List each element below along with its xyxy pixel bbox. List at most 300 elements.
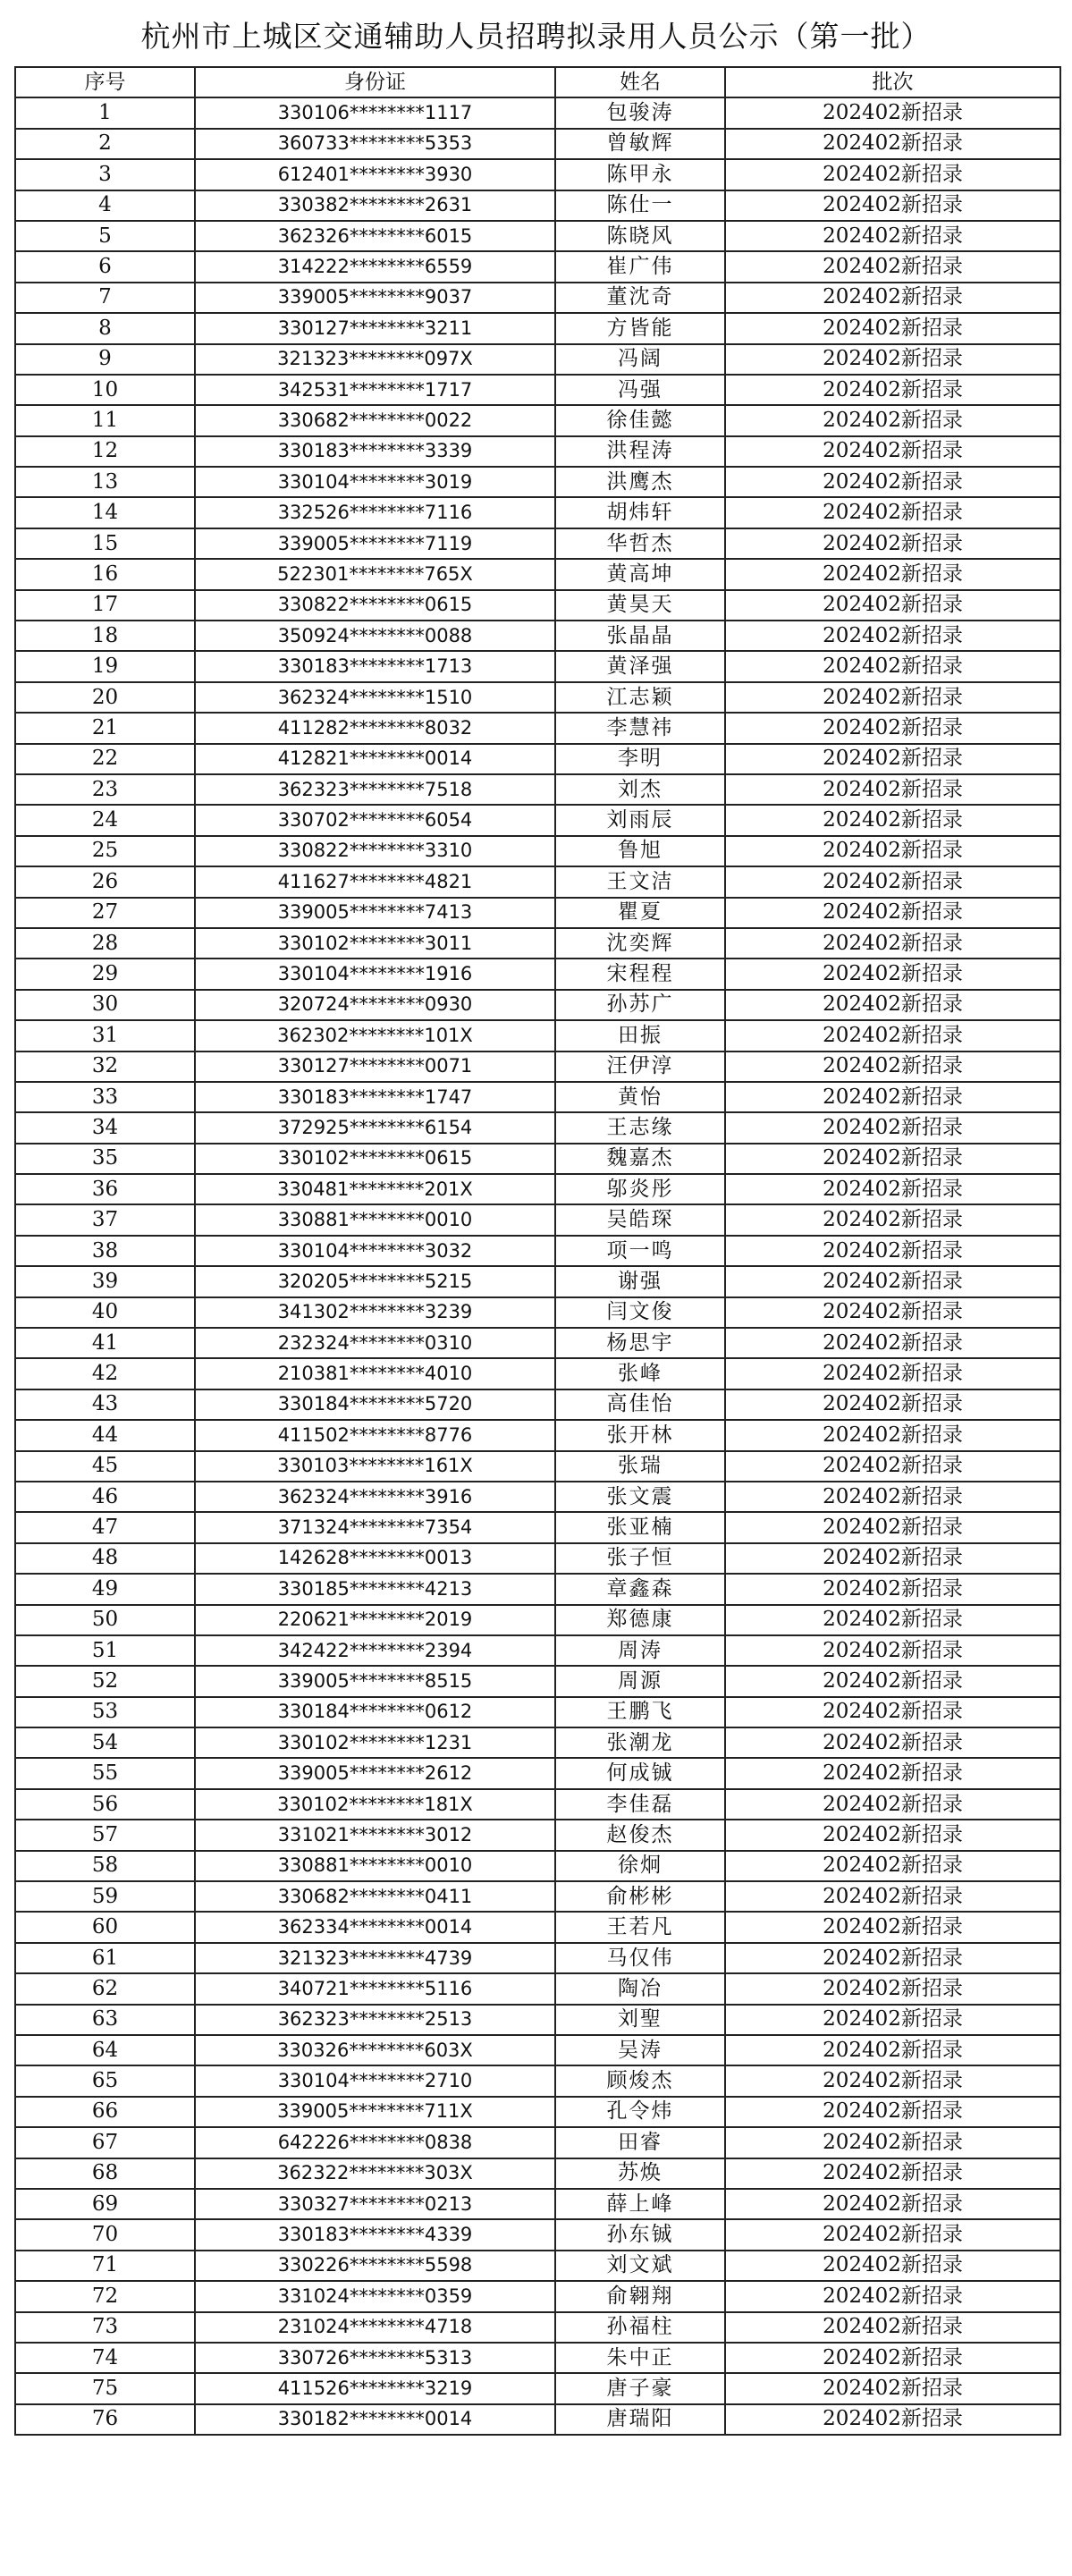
cell-index: 49 xyxy=(15,1574,195,1604)
cell-batch: 202402新招录 xyxy=(725,1144,1060,1174)
cell-name: 闫文俊 xyxy=(555,1297,725,1328)
cell-index: 16 xyxy=(15,559,195,589)
cell-batch: 202402新招录 xyxy=(725,129,1060,159)
cell-id-number: 330127********0071 xyxy=(195,1052,555,1082)
cell-name: 王文洁 xyxy=(555,866,725,897)
table-body xyxy=(15,97,1060,2435)
cell-id-number: 360733********5353 xyxy=(195,129,555,159)
cell-name: 杨思宇 xyxy=(555,1328,725,1358)
cell-name: 冯强 xyxy=(555,375,725,405)
table-row xyxy=(15,528,1060,559)
cell-id-number: 371324********7354 xyxy=(195,1512,555,1542)
cell-index: 7 xyxy=(15,283,195,313)
cell-id-number: 320724********0930 xyxy=(195,990,555,1020)
cell-name: 方皆能 xyxy=(555,313,725,343)
cell-index: 46 xyxy=(15,1482,195,1512)
table-row xyxy=(15,159,1060,190)
table-row xyxy=(15,1112,1060,1143)
cell-batch: 202402新招录 xyxy=(725,2189,1060,2219)
cell-name: 何成铖 xyxy=(555,1758,725,1788)
cell-index: 19 xyxy=(15,651,195,681)
cell-id-number: 362322********303X xyxy=(195,2158,555,2189)
table-row xyxy=(15,2281,1060,2311)
cell-batch: 202402新招录 xyxy=(725,1020,1060,1051)
cell-batch: 202402新招录 xyxy=(725,744,1060,774)
cell-index: 47 xyxy=(15,1512,195,1542)
cell-name: 田振 xyxy=(555,1020,725,1051)
table-row xyxy=(15,1789,1060,1820)
table-row xyxy=(15,1236,1060,1266)
cell-batch: 202402新招录 xyxy=(725,2219,1060,2250)
cell-name: 张文震 xyxy=(555,1482,725,1512)
cell-name: 孔令炜 xyxy=(555,2097,725,2127)
cell-name: 田睿 xyxy=(555,2127,725,2158)
cell-id-number: 330327********0213 xyxy=(195,2189,555,2219)
cell-name: 俞翱翔 xyxy=(555,2281,725,2311)
table-row xyxy=(15,590,1060,621)
cell-batch: 202402新招录 xyxy=(725,959,1060,989)
cell-id-number: 330822********0615 xyxy=(195,590,555,621)
cell-name: 黄泽强 xyxy=(555,651,725,681)
cell-index: 52 xyxy=(15,1666,195,1696)
cell-batch: 202402新招录 xyxy=(725,1082,1060,1112)
cell-id-number: 330182********0014 xyxy=(195,2404,555,2435)
cell-index: 72 xyxy=(15,2281,195,2311)
cell-id-number: 220621********2019 xyxy=(195,1605,555,1635)
cell-id-number: 362324********3916 xyxy=(195,1482,555,1512)
cell-batch: 202402新招录 xyxy=(725,682,1060,713)
cell-index: 51 xyxy=(15,1635,195,1666)
cell-batch: 202402新招录 xyxy=(725,2251,1060,2281)
cell-index: 64 xyxy=(15,2035,195,2065)
cell-name: 黄怡 xyxy=(555,1082,725,1112)
cell-batch: 202402新招录 xyxy=(725,1666,1060,1696)
cell-id-number: 330104********3032 xyxy=(195,1236,555,1266)
table-row xyxy=(15,2343,1060,2373)
cell-name: 黄高坤 xyxy=(555,559,725,589)
table-row xyxy=(15,1052,1060,1082)
cell-batch: 202402新招录 xyxy=(725,2127,1060,2158)
cell-name: 周涛 xyxy=(555,1635,725,1666)
table-row xyxy=(15,405,1060,435)
cell-id-number: 330102********181X xyxy=(195,1789,555,1820)
cell-batch: 202402新招录 xyxy=(725,1574,1060,1604)
cell-index: 21 xyxy=(15,713,195,743)
cell-name: 瞿夏 xyxy=(555,898,725,928)
cell-batch: 202402新招录 xyxy=(725,159,1060,190)
cell-batch: 202402新招录 xyxy=(725,1881,1060,1912)
cell-index: 45 xyxy=(15,1451,195,1482)
table-row xyxy=(15,1451,1060,1482)
table-row xyxy=(15,805,1060,835)
table-row xyxy=(15,713,1060,743)
table-row xyxy=(15,1943,1060,1973)
table-row xyxy=(15,682,1060,713)
cell-index: 60 xyxy=(15,1912,195,1942)
cell-batch: 202402新招录 xyxy=(725,1358,1060,1389)
table-row xyxy=(15,2158,1060,2189)
table-row xyxy=(15,1266,1060,1296)
cell-id-number: 362302********101X xyxy=(195,1020,555,1051)
table-row xyxy=(15,1820,1060,1850)
cell-batch: 202402新招录 xyxy=(725,1236,1060,1266)
cell-id-number: 330183********1747 xyxy=(195,1082,555,1112)
cell-id-number: 330103********161X xyxy=(195,1451,555,1482)
cell-id-number: 330822********3310 xyxy=(195,836,555,866)
header-index: 序号 xyxy=(15,67,195,97)
cell-name: 俞彬彬 xyxy=(555,1881,725,1912)
cell-index: 69 xyxy=(15,2189,195,2219)
cell-name: 宋程程 xyxy=(555,959,725,989)
cell-index: 58 xyxy=(15,1851,195,1881)
cell-index: 14 xyxy=(15,497,195,528)
cell-name: 陶冶 xyxy=(555,1973,725,2004)
cell-index: 27 xyxy=(15,898,195,928)
table-row xyxy=(15,1358,1060,1389)
cell-id-number: 314222********6559 xyxy=(195,251,555,282)
cell-index: 48 xyxy=(15,1543,195,1574)
cell-index: 40 xyxy=(15,1297,195,1328)
cell-name: 黄昊天 xyxy=(555,590,725,621)
table-row xyxy=(15,928,1060,959)
cell-id-number: 372925********6154 xyxy=(195,1112,555,1143)
cell-id-number: 320205********5215 xyxy=(195,1266,555,1296)
cell-name: 赵俊杰 xyxy=(555,1820,725,1850)
cell-name: 王鹏飞 xyxy=(555,1697,725,1727)
cell-batch: 202402新招录 xyxy=(725,1482,1060,1512)
table-row xyxy=(15,190,1060,221)
cell-batch: 202402新招录 xyxy=(725,1389,1060,1420)
cell-batch: 202402新招录 xyxy=(725,2373,1060,2403)
cell-batch: 202402新招录 xyxy=(725,251,1060,282)
table-row xyxy=(15,1204,1060,1235)
cell-batch: 202402新招录 xyxy=(725,1512,1060,1542)
cell-id-number: 412821********0014 xyxy=(195,744,555,774)
cell-name: 华哲杰 xyxy=(555,528,725,559)
table-row xyxy=(15,1851,1060,1881)
table-row xyxy=(15,129,1060,159)
cell-id-number: 330102********3011 xyxy=(195,928,555,959)
cell-id-number: 330127********3211 xyxy=(195,313,555,343)
cell-name: 苏焕 xyxy=(555,2158,725,2189)
cell-id-number: 330226********5598 xyxy=(195,2251,555,2281)
cell-index: 25 xyxy=(15,836,195,866)
cell-index: 44 xyxy=(15,1420,195,1450)
cell-index: 57 xyxy=(15,1820,195,1850)
cell-index: 35 xyxy=(15,1144,195,1174)
cell-id-number: 330726********5313 xyxy=(195,2343,555,2373)
cell-index: 11 xyxy=(15,405,195,435)
table-row xyxy=(15,1605,1060,1635)
cell-batch: 202402新招录 xyxy=(725,621,1060,651)
cell-id-number: 522301********765X xyxy=(195,559,555,589)
table-row xyxy=(15,1512,1060,1542)
table-row xyxy=(15,2219,1060,2250)
cell-batch: 202402新招录 xyxy=(725,2281,1060,2311)
cell-index: 63 xyxy=(15,2005,195,2035)
cell-name: 张开林 xyxy=(555,1420,725,1450)
table-row xyxy=(15,621,1060,651)
cell-name: 胡炜轩 xyxy=(555,497,725,528)
cell-index: 39 xyxy=(15,1266,195,1296)
cell-index: 20 xyxy=(15,682,195,713)
cell-batch: 202402新招录 xyxy=(725,2065,1060,2096)
cell-name: 汪伊淳 xyxy=(555,1052,725,1082)
cell-index: 59 xyxy=(15,1881,195,1912)
cell-batch: 202402新招录 xyxy=(725,221,1060,251)
cell-index: 1 xyxy=(15,97,195,128)
cell-name: 张子恒 xyxy=(555,1543,725,1574)
cell-index: 9 xyxy=(15,344,195,375)
cell-batch: 202402新招录 xyxy=(725,774,1060,805)
cell-batch: 202402新招录 xyxy=(725,1204,1060,1235)
cell-batch: 202402新招录 xyxy=(725,1697,1060,1727)
table-row xyxy=(15,1635,1060,1666)
cell-batch: 202402新招录 xyxy=(725,836,1060,866)
table-row xyxy=(15,651,1060,681)
cell-batch: 202402新招录 xyxy=(725,1820,1060,1850)
cell-index: 18 xyxy=(15,621,195,651)
cell-index: 73 xyxy=(15,2312,195,2343)
cell-name: 陈甲永 xyxy=(555,159,725,190)
cell-id-number: 362324********1510 xyxy=(195,682,555,713)
table-row xyxy=(15,1697,1060,1727)
cell-index: 65 xyxy=(15,2065,195,2096)
table-row xyxy=(15,2127,1060,2158)
cell-id-number: 330104********1916 xyxy=(195,959,555,989)
header-name: 姓名 xyxy=(555,67,725,97)
cell-index: 15 xyxy=(15,528,195,559)
table-row xyxy=(15,436,1060,467)
cell-index: 62 xyxy=(15,1973,195,2004)
cell-batch: 202402新招录 xyxy=(725,1174,1060,1204)
cell-name: 刘杰 xyxy=(555,774,725,805)
cell-id-number: 332526********7116 xyxy=(195,497,555,528)
cell-index: 37 xyxy=(15,1204,195,1235)
cell-name: 高佳怡 xyxy=(555,1389,725,1420)
cell-index: 68 xyxy=(15,2158,195,2189)
cell-index: 17 xyxy=(15,590,195,621)
table-row xyxy=(15,1543,1060,1574)
cell-batch: 202402新招录 xyxy=(725,313,1060,343)
cell-index: 10 xyxy=(15,375,195,405)
cell-id-number: 321323********4739 xyxy=(195,1943,555,1973)
cell-name: 陈仕一 xyxy=(555,190,725,221)
cell-id-number: 331024********0359 xyxy=(195,2281,555,2311)
cell-id-number: 330184********0612 xyxy=(195,1697,555,1727)
cell-name: 刘聖 xyxy=(555,2005,725,2035)
cell-id-number: 411282********8032 xyxy=(195,713,555,743)
table-row xyxy=(15,1973,1060,2004)
table-row xyxy=(15,1912,1060,1942)
cell-index: 2 xyxy=(15,129,195,159)
cell-name: 项一鸣 xyxy=(555,1236,725,1266)
cell-name: 吴涛 xyxy=(555,2035,725,2065)
table-row xyxy=(15,2097,1060,2127)
cell-id-number: 339005********7119 xyxy=(195,528,555,559)
cell-id-number: 339005********8515 xyxy=(195,1666,555,1696)
cell-id-number: 330702********6054 xyxy=(195,805,555,835)
cell-batch: 202402新招录 xyxy=(725,1758,1060,1788)
table-row xyxy=(15,1666,1060,1696)
table-row xyxy=(15,1082,1060,1112)
cell-id-number: 339005********7413 xyxy=(195,898,555,928)
cell-name: 陈晓风 xyxy=(555,221,725,251)
cell-name: 薛上峰 xyxy=(555,2189,725,2219)
table-row xyxy=(15,1144,1060,1174)
cell-name: 魏嘉杰 xyxy=(555,1144,725,1174)
table-row xyxy=(15,959,1060,989)
cell-batch: 202402新招录 xyxy=(725,405,1060,435)
cell-batch: 202402新招录 xyxy=(725,1789,1060,1820)
table-row xyxy=(15,2035,1060,2065)
cell-id-number: 330183********4339 xyxy=(195,2219,555,2250)
cell-batch: 202402新招录 xyxy=(725,1543,1060,1574)
table-row xyxy=(15,283,1060,313)
cell-name: 鲁旭 xyxy=(555,836,725,866)
cell-id-number: 362334********0014 xyxy=(195,1912,555,1942)
table-row xyxy=(15,2065,1060,2096)
table-row xyxy=(15,1389,1060,1420)
cell-index: 26 xyxy=(15,866,195,897)
cell-batch: 202402新招录 xyxy=(725,866,1060,897)
cell-index: 23 xyxy=(15,774,195,805)
cell-index: 70 xyxy=(15,2219,195,2250)
table-row xyxy=(15,990,1060,1020)
cell-name: 朱中正 xyxy=(555,2343,725,2373)
cell-name: 江志颖 xyxy=(555,682,725,713)
cell-id-number: 142628********0013 xyxy=(195,1543,555,1574)
cell-name: 董沈奇 xyxy=(555,283,725,313)
cell-index: 50 xyxy=(15,1605,195,1635)
cell-index: 33 xyxy=(15,1082,195,1112)
cell-batch: 202402新招录 xyxy=(725,1328,1060,1358)
cell-index: 76 xyxy=(15,2404,195,2435)
cell-name: 冯阔 xyxy=(555,344,725,375)
table-row xyxy=(15,2312,1060,2343)
cell-batch: 202402新招录 xyxy=(725,190,1060,221)
cell-batch: 202402新招录 xyxy=(725,1297,1060,1328)
cell-id-number: 411502********8776 xyxy=(195,1420,555,1450)
cell-batch: 202402新招录 xyxy=(725,2343,1060,2373)
table-row xyxy=(15,1881,1060,1912)
table-row xyxy=(15,744,1060,774)
cell-id-number: 411526********3219 xyxy=(195,2373,555,2403)
cell-batch: 202402新招录 xyxy=(725,2035,1060,2065)
table-row xyxy=(15,2404,1060,2435)
cell-id-number: 341302********3239 xyxy=(195,1297,555,1328)
cell-batch: 202402新招录 xyxy=(725,497,1060,528)
cell-name: 刘雨辰 xyxy=(555,805,725,835)
cell-index: 31 xyxy=(15,1020,195,1051)
cell-index: 22 xyxy=(15,744,195,774)
cell-id-number: 339005********9037 xyxy=(195,283,555,313)
cell-batch: 202402新招录 xyxy=(725,375,1060,405)
cell-name: 张瑞 xyxy=(555,1451,725,1482)
cell-name: 洪程涛 xyxy=(555,436,725,467)
cell-index: 74 xyxy=(15,2343,195,2373)
cell-index: 71 xyxy=(15,2251,195,2281)
cell-batch: 202402新招录 xyxy=(725,436,1060,467)
cell-index: 42 xyxy=(15,1358,195,1389)
cell-id-number: 330881********0010 xyxy=(195,1851,555,1881)
cell-index: 29 xyxy=(15,959,195,989)
cell-index: 32 xyxy=(15,1052,195,1082)
cell-batch: 202402新招录 xyxy=(725,2158,1060,2189)
cell-batch: 202402新招录 xyxy=(725,928,1060,959)
roster-table xyxy=(14,66,1061,2436)
cell-index: 61 xyxy=(15,1943,195,1973)
table-row xyxy=(15,774,1060,805)
cell-index: 75 xyxy=(15,2373,195,2403)
cell-id-number: 330183********3339 xyxy=(195,436,555,467)
cell-id-number: 339005********711X xyxy=(195,2097,555,2127)
cell-batch: 202402新招录 xyxy=(725,1912,1060,1942)
cell-id-number: 411627********4821 xyxy=(195,866,555,897)
cell-id-number: 339005********2612 xyxy=(195,1758,555,1788)
table-row xyxy=(15,251,1060,282)
cell-batch: 202402新招录 xyxy=(725,559,1060,589)
cell-id-number: 330326********603X xyxy=(195,2035,555,2065)
cell-id-number: 330682********0022 xyxy=(195,405,555,435)
table-row xyxy=(15,1482,1060,1512)
header-row xyxy=(15,67,1060,97)
cell-batch: 202402新招录 xyxy=(725,1605,1060,1635)
cell-name: 徐佳懿 xyxy=(555,405,725,435)
cell-batch: 202402新招录 xyxy=(725,97,1060,128)
cell-id-number: 321323********097X xyxy=(195,344,555,375)
cell-name: 刘文斌 xyxy=(555,2251,725,2281)
table-header xyxy=(15,67,1060,97)
cell-batch: 202402新招录 xyxy=(725,1451,1060,1482)
cell-name: 曾敏辉 xyxy=(555,129,725,159)
cell-index: 56 xyxy=(15,1789,195,1820)
table-row xyxy=(15,836,1060,866)
cell-index: 30 xyxy=(15,990,195,1020)
cell-index: 67 xyxy=(15,2127,195,2158)
cell-name: 顾焌杰 xyxy=(555,2065,725,2096)
cell-id-number: 330104********2710 xyxy=(195,2065,555,2096)
cell-name: 郑德康 xyxy=(555,1605,725,1635)
table-row xyxy=(15,2251,1060,2281)
cell-index: 28 xyxy=(15,928,195,959)
cell-name: 孙东铖 xyxy=(555,2219,725,2250)
cell-batch: 202402新招录 xyxy=(725,713,1060,743)
cell-name: 李佳磊 xyxy=(555,1789,725,1820)
cell-index: 36 xyxy=(15,1174,195,1204)
table-row xyxy=(15,1758,1060,1788)
cell-batch: 202402新招录 xyxy=(725,1635,1060,1666)
cell-id-number: 330185********4213 xyxy=(195,1574,555,1604)
cell-id-number: 330184********5720 xyxy=(195,1389,555,1420)
cell-id-number: 330682********0411 xyxy=(195,1881,555,1912)
cell-id-number: 210381********4010 xyxy=(195,1358,555,1389)
cell-index: 3 xyxy=(15,159,195,190)
cell-id-number: 362323********2513 xyxy=(195,2005,555,2035)
table-row xyxy=(15,1297,1060,1328)
cell-id-number: 330106********1117 xyxy=(195,97,555,128)
table-row xyxy=(15,497,1060,528)
cell-name: 李明 xyxy=(555,744,725,774)
cell-index: 5 xyxy=(15,221,195,251)
table-row xyxy=(15,221,1060,251)
table-row xyxy=(15,313,1060,343)
table-row xyxy=(15,97,1060,128)
cell-id-number: 642226********0838 xyxy=(195,2127,555,2158)
cell-batch: 202402新招录 xyxy=(725,2097,1060,2127)
cell-name: 张潮龙 xyxy=(555,1727,725,1758)
cell-id-number: 330881********0010 xyxy=(195,1204,555,1235)
